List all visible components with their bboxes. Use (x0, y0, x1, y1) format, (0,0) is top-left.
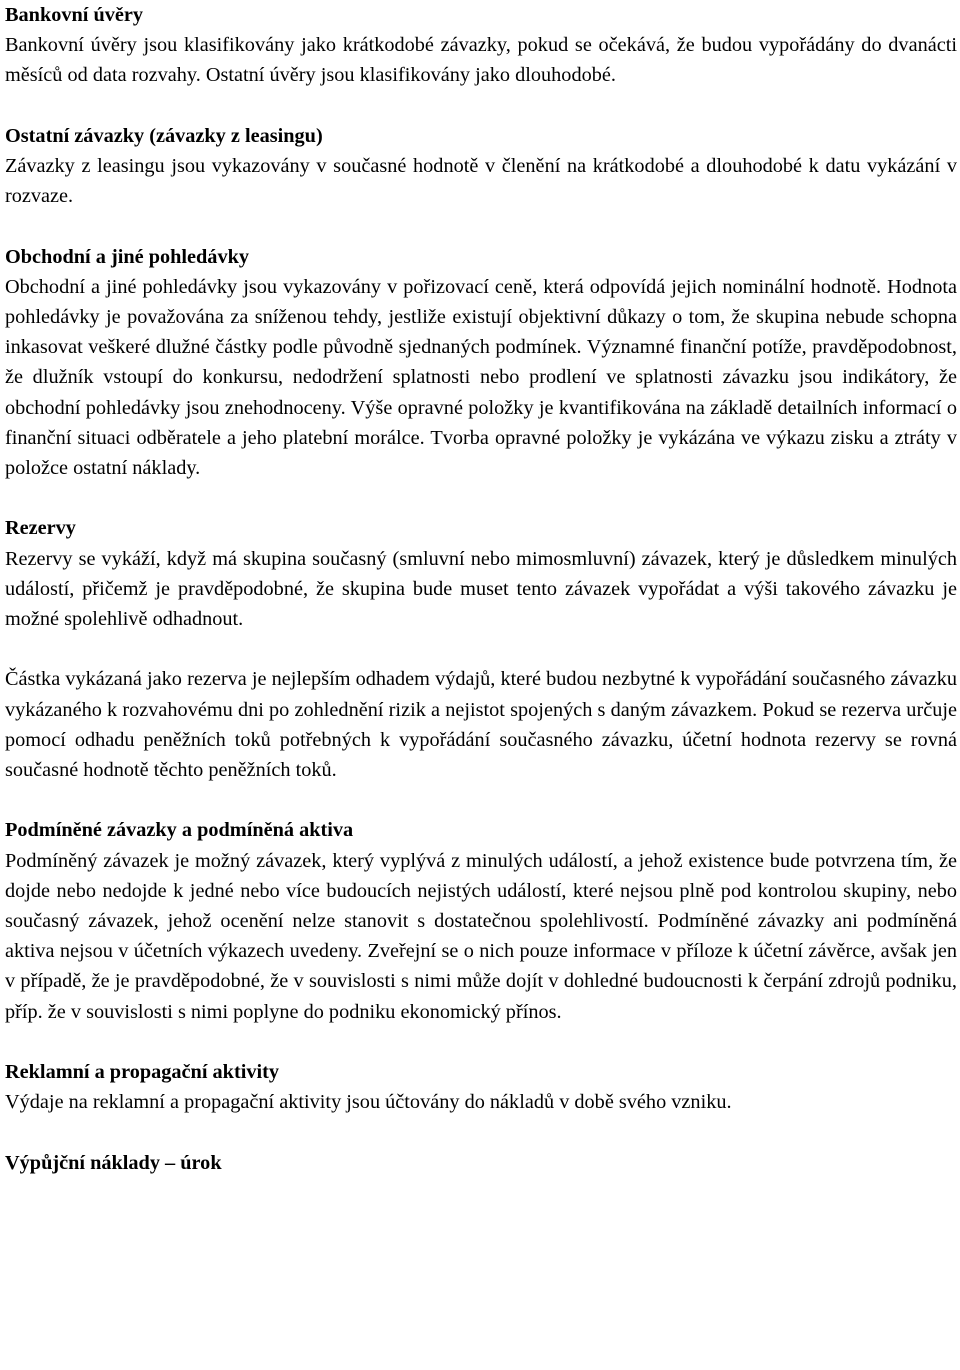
section-paragraph: Podmíněný závazek je možný závazek, který vyplývá z minulých událostí, a jehož existence bude potvrzena tím, že dojde nebo nedojde k jedné nebo více budoucích nejistých událostí, které nejsou plně pod kontrolou skupiny, nebo současný závazek, jehož ocenění nelze stanovit s dostatečnou spolehlivostí. Podmíněné závazky ani podmíněná aktiva nejsou v účetních výkazech uvedeny. Zveřejní se o nich pouze informace v příloze k účetní závěrce, avšak jen v případě, že je pravděpodobné, že v souvislosti s nimi může dojít v dohledné budoucnosti k čerpání zdrojů podniku, příp. že v souvislosti s nimi poplyne do podniku ekonomický přínos. (5, 849, 957, 1023)
section-heading: Reklamní a propagační aktivity (5, 1061, 280, 1084)
document-page (5, 0, 957, 1208)
section-other-liabilities (5, 121, 957, 212)
section-paragraph: Bankovní úvěry jsou klasifikovány jako krátkodobé závazky, pokud se očekává, že budou vypořádány do dvanácti měsíců od data rozvahy. Ostatní úvěry jsou klasifikovány jako dlouhodobé. (5, 34, 957, 87)
section-advertising (5, 1057, 957, 1117)
section-heading: Výpůjční náklady – úrok (5, 1151, 222, 1174)
section-paragraph: Výdaje na reklamní a propagační aktivity jsou účtovány do nákladů v době svého vzniku. (5, 1091, 732, 1114)
section-bank-loans (5, 0, 957, 91)
section-borrowing-costs (5, 1148, 957, 1178)
section-paragraph: Částka vykázaná jako rezerva je nejlepším odhadem výdajů, které budou nezbytné k vypořádání současného závazku vykázaného k rozvahovému dni po zohlednění rizik a nejistot spojených s daným závazkem. Pokud se rezerva určuje pomocí odhadu peněžních toků potřebných k vypořádání současného závazku, účetní hodnota rezervy se rovná současné hodnotě těchto peněžních toků. (5, 668, 957, 782)
section-heading: Bankovní úvěry (5, 4, 144, 26)
section-contingencies (5, 815, 957, 1026)
section-paragraph: Závazky z leasingu jsou vykazovány v současné hodnotě v členění na krátkodobé a dlouhodobé k datu vykázání v rozvaze. (5, 155, 957, 208)
section-heading: Obchodní a jiné pohledávky (5, 245, 250, 268)
section-paragraph: Rezervy se vykáží, když má skupina současný (smluvní nebo mimosmluvní) závazek, který je důsledkem minulých událostí, přičemž je pravděpodobné, že skupina bude muset tento závazek vypořádat a výši takového závazku je možné spolehlivě odhadnout. (5, 547, 957, 631)
section-heading: Podmíněné závazky a podmíněná aktiva (5, 819, 354, 842)
section-receivables (5, 242, 957, 484)
section-heading: Rezervy (5, 517, 76, 540)
section-heading: Ostatní závazky (závazky z leasingu) (5, 124, 323, 147)
section-paragraph: Obchodní a jiné pohledávky jsou vykazovány v pořizovací ceně, která odpovídá jejich nominální hodnotě. Hodnota pohledávky je považována za sníženou tehdy, jestliže existují objektivní důkazy o tom, že skupina nebude schopna inkasovat veškeré dlužné částky podle původně sjednaných podmínek. Významné finanční potíže, pravděpodobnost, že dlužník vstoupí do konkursu, nedodržení splatnosti nebo prodlení ve splatnosti závazku jsou indikátory, že obchodní pohledávky jsou znehodnoceny. Výše opravné položky je kvantifikována na základě detailních informací o finanční situaci odběratele a jeho platební morálce. Tvorba opravné položky je vykázána ve výkazu zisku a ztráty v položce ostatní náklady. (5, 275, 957, 480)
section-provisions (5, 513, 957, 785)
